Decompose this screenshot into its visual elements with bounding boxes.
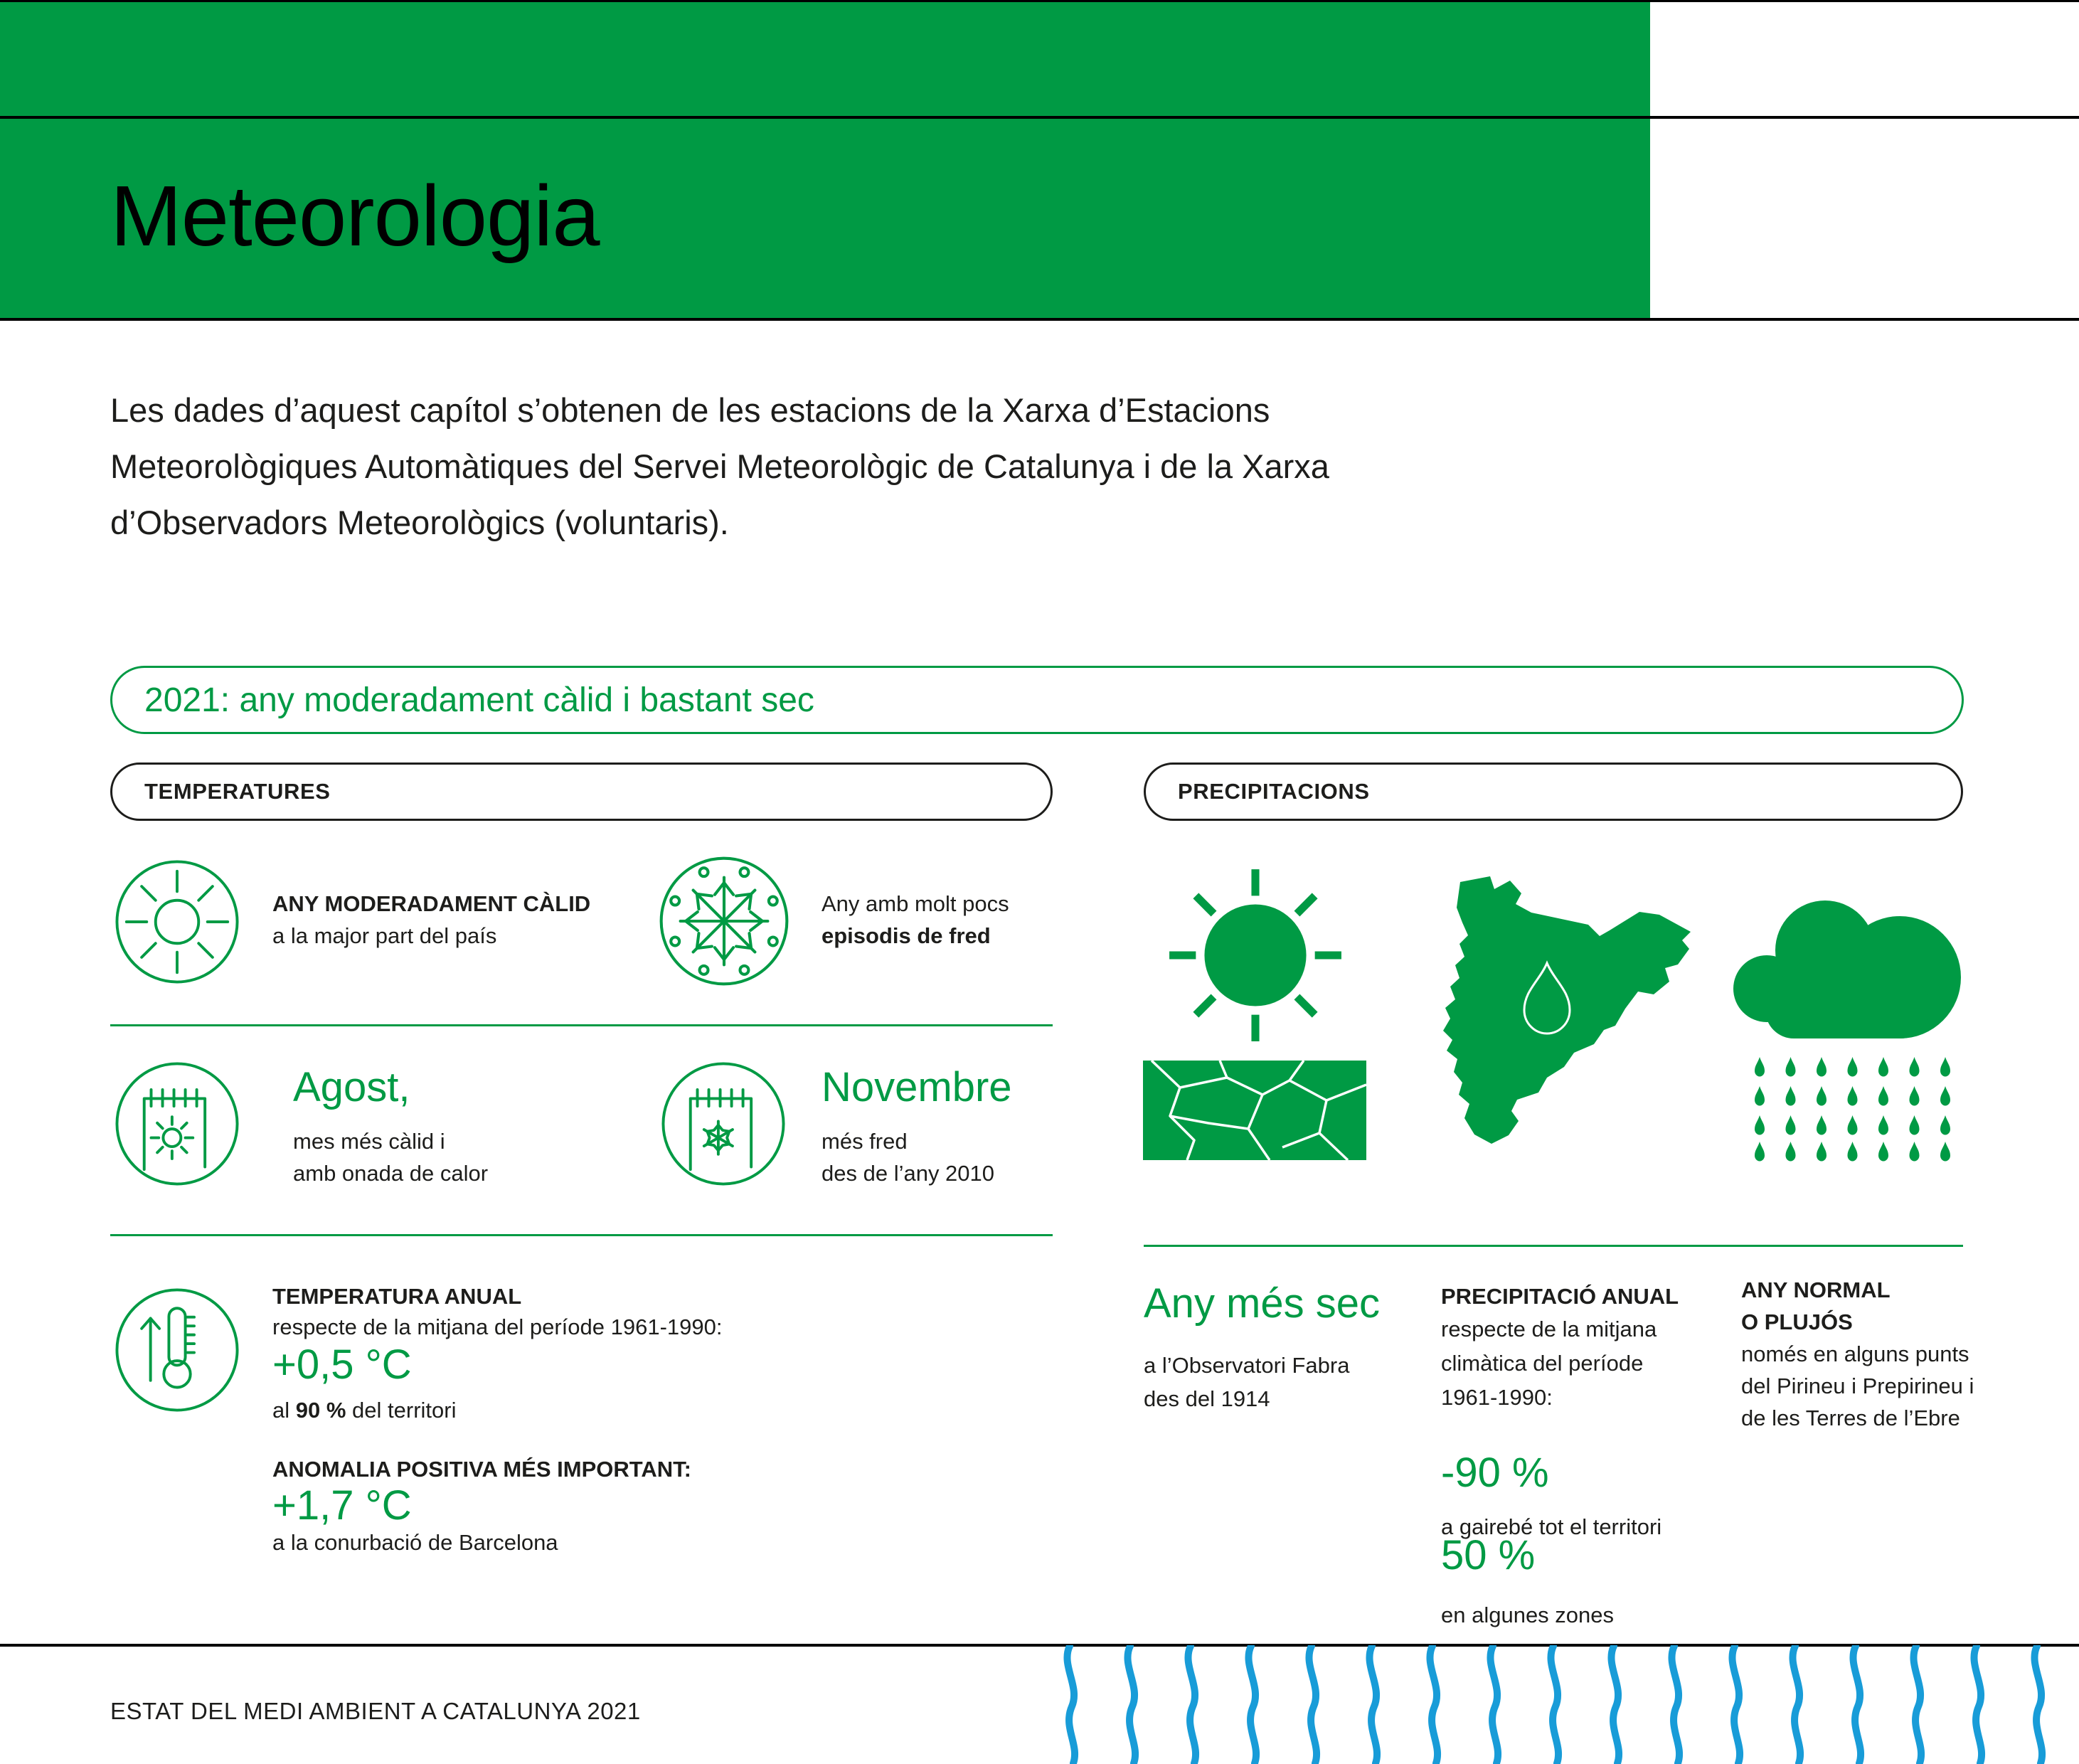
driest-year-line2: des del 1914 [1144,1386,1270,1411]
annual-temperature-value: +0,5 °C [272,1341,412,1388]
intro-line: d’Observadors Meteorològics (voluntaris). [110,504,729,541]
annual-precipitation-title: PRECIPITACIÓ ANUAL [1441,1284,1679,1309]
annual-precipitation-line3: 1961-1990: [1441,1385,1553,1410]
header-banner [0,0,1650,320]
snowflake-circle-icon [658,855,790,987]
catalonia-map-icon [1425,872,1696,1147]
intro-line: Meteorològiques Automàtiques del Servei Meteorològic de Catalunya i de la Xarxa [110,447,1329,485]
highlight-banner [110,666,1964,734]
driest-year-value: Any més sec [1144,1280,1380,1327]
warm-year-text [272,888,590,952]
top-rule [0,0,2079,2]
warmest-month-line1: mes més càlid i [293,1129,445,1154]
header-rule-top [0,116,2079,119]
warmest-month-text [293,1125,488,1189]
water-waves-icon [1061,1645,2079,1764]
intro-line: Les dades d’aquest capítol s’obtenen de les estacions de la Xarxa d’Estacions [110,391,1270,429]
temperatures-divider-2 [110,1234,1053,1236]
normal-year-title1: ANY NORMAL [1741,1277,1891,1302]
annual-temperature-subtitle: respecte de la mitjana del període 1961-1990: [272,1314,723,1339]
annual-temperature-detail [272,1394,456,1426]
temperatures-section-header [110,763,1053,821]
anomaly-detail: a la conurbació de Barcelona [272,1530,558,1555]
precipitations-label: PRECIPITACIONS [1178,779,1370,804]
footer-text: ESTAT DEL MEDI AMBIENT A CATALUNYA 2021 [110,1698,641,1724]
anomaly-title: ANOMALIA POSITIVA MÉS IMPORTANT: [272,1457,691,1482]
rain-cloud-icon [1724,882,1976,1040]
cold-episodes-text [822,888,1009,952]
calendar-snowflake-icon [660,1060,787,1188]
warmest-month-value: Agost, [293,1064,410,1110]
coldest-month-text [822,1125,994,1189]
annual-precipitation-subtitle [1441,1312,1657,1415]
normal-year-line3: de les Terres de l’Ebre [1741,1406,1960,1430]
warm-year-subtitle: a la major part del país [272,923,497,948]
cracked-ground-icon [1143,1061,1366,1160]
page-title: Meteorologia [110,167,600,264]
warm-year-title: ANY MODERADAMENT CÀLID [272,891,591,916]
precipitation-detail-1: a gairebé tot el territori [1441,1514,1662,1539]
coldest-month-line1: més fred [822,1129,908,1154]
driest-year-text [1144,1349,1349,1415]
intro-paragraph [110,382,1604,551]
warmest-month-line2: amb onada de calor [293,1161,489,1186]
calendar-sun-icon [114,1060,240,1188]
annual-temperature-detail-bold: 90 % [295,1398,346,1423]
cold-episodes-line1: Any amb molt pocs [822,891,1009,916]
annual-precipitation-line1: respecte de la mitjana [1441,1317,1657,1341]
annual-temperature-detail-suffix: del territori [346,1398,457,1423]
precipitations-divider [1144,1245,1963,1247]
annual-temperature-title: TEMPERATURA ANUAL [272,1284,522,1309]
thermometer-up-icon [114,1286,240,1414]
anomaly-value: +1,7 °C [272,1482,412,1529]
normal-year-title2: O PLUJÓS [1741,1309,1853,1334]
sun-filled-icon [1164,864,1347,1047]
coldest-month-value: Novembre [822,1064,1012,1110]
driest-year-line1: a l’Observatori Fabra [1144,1353,1350,1378]
highlight-text: 2021: any moderadament càlid i bastant sec [144,681,814,719]
normal-year-line2: del Pirineu i Prepirineu i [1741,1374,1974,1398]
sun-circle-icon [114,858,240,986]
precipitation-value-1: -90 % [1441,1450,1549,1496]
header-rule-bottom [0,318,2079,321]
precipitation-detail-2: en algunes zones [1441,1603,1615,1627]
annual-precipitation-line2: climàtica del període [1441,1351,1644,1376]
precipitation-value-2: 50 % [1441,1532,1536,1578]
coldest-month-line2: des de l’any 2010 [822,1161,995,1186]
annual-temperature-detail-prefix: al [272,1398,296,1423]
normal-year-line1: només en alguns punts [1741,1341,1969,1366]
temperatures-label: TEMPERATURES [144,779,331,804]
normal-year-text [1741,1274,1974,1434]
precipitations-section-header [1144,763,1963,821]
rain-drops-icon [1755,1057,1951,1165]
temperatures-divider-1 [110,1024,1053,1026]
cold-episodes-line2: episodis de fred [822,923,991,948]
